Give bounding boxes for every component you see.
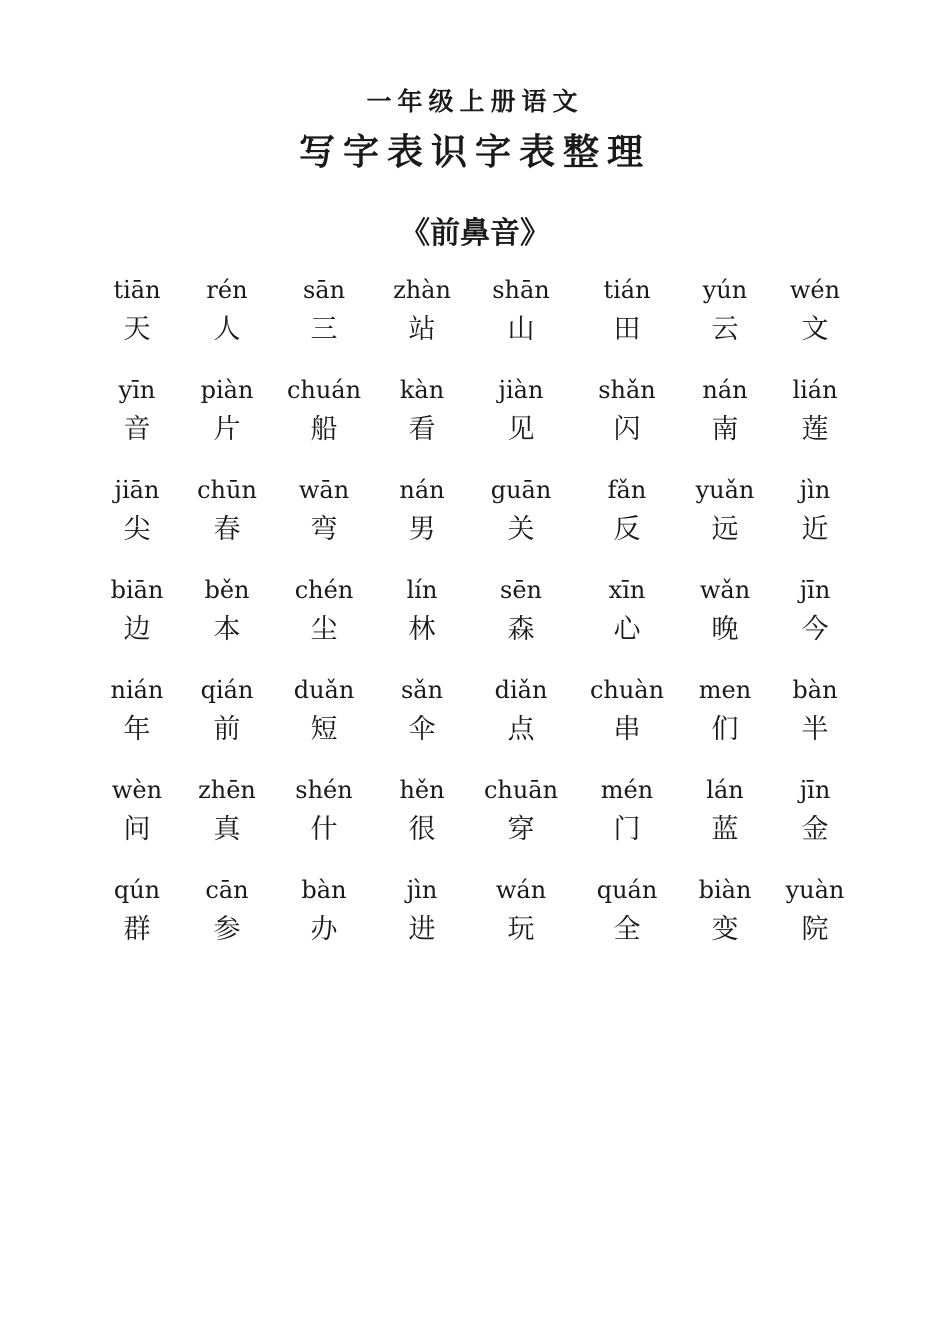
- hanzi-character: 办: [310, 914, 338, 945]
- character-cell: [471, 872, 571, 952]
- hanzi-character: 心: [613, 614, 641, 645]
- character-row: [0, 672, 950, 772]
- hanzi-character: 群: [123, 914, 151, 945]
- character-cell: [177, 372, 277, 452]
- hanzi-character: 云: [711, 314, 739, 345]
- character-cell: [577, 672, 677, 752]
- section-heading: 《前鼻音》: [400, 216, 550, 251]
- pinyin-label: chūn: [197, 476, 257, 504]
- pinyin-label: quán: [596, 876, 658, 904]
- hanzi-character: 院: [801, 914, 829, 945]
- pinyin-label: nán: [399, 476, 445, 504]
- pinyin-label: jīn: [799, 776, 831, 804]
- character-cell: [577, 872, 677, 952]
- pinyin-label: biān: [110, 576, 164, 604]
- character-cell: [274, 872, 374, 952]
- character-cell: [675, 872, 775, 952]
- pinyin-label: bàn: [792, 676, 838, 704]
- character-cell: [675, 272, 775, 352]
- pinyin-label: jiān: [114, 476, 160, 504]
- hanzi-character: 边: [123, 614, 151, 645]
- character-cell: [87, 772, 187, 852]
- pinyin-label: wǎn: [699, 576, 751, 604]
- hanzi-character: 森: [507, 614, 535, 645]
- hanzi-character: 见: [507, 414, 535, 445]
- character-cell: [177, 572, 277, 652]
- character-cell: [577, 472, 677, 552]
- pinyin-label: mén: [600, 776, 654, 804]
- character-cell: [177, 872, 277, 952]
- hanzi-character: 春: [213, 514, 241, 545]
- pinyin-label: rén: [206, 276, 248, 304]
- hanzi-character: 什: [310, 814, 338, 845]
- character-cell: [471, 672, 571, 752]
- hanzi-character: 进: [408, 914, 436, 945]
- pinyin-label: chuān: [483, 776, 559, 804]
- character-cell: [471, 372, 571, 452]
- hanzi-character: 片: [213, 414, 241, 445]
- character-cell: [177, 772, 277, 852]
- character-cell: [675, 472, 775, 552]
- pinyin-label: wén: [789, 276, 841, 304]
- hanzi-character: 音: [123, 414, 151, 445]
- hanzi-character: 串: [613, 714, 641, 745]
- pinyin-label: lín: [406, 576, 438, 604]
- character-cell: [471, 472, 571, 552]
- pinyin-label: cān: [205, 876, 249, 904]
- character-cell: [274, 572, 374, 652]
- character-cell: [87, 272, 187, 352]
- character-cell: [372, 572, 472, 652]
- character-row: [0, 872, 950, 972]
- pinyin-label: chuàn: [589, 676, 665, 704]
- pinyin-label: shén: [295, 776, 353, 804]
- hanzi-character: 看: [408, 414, 436, 445]
- character-grid: [0, 272, 950, 972]
- character-cell: [675, 772, 775, 852]
- character-cell: [675, 372, 775, 452]
- pinyin-label: biàn: [698, 876, 752, 904]
- hanzi-character: 变: [711, 914, 739, 945]
- hanzi-character: 男: [408, 514, 436, 545]
- character-cell: [372, 272, 472, 352]
- pinyin-label: jìn: [799, 476, 831, 504]
- character-cell: [177, 272, 277, 352]
- hanzi-character: 前: [213, 714, 241, 745]
- hanzi-character: 人: [213, 314, 241, 345]
- pinyin-label: yīn: [118, 376, 156, 404]
- hanzi-character: 半: [801, 714, 829, 745]
- character-row: [0, 772, 950, 872]
- hanzi-character: 伞: [408, 714, 436, 745]
- pinyin-label: fǎn: [607, 476, 647, 504]
- hanzi-character: 点: [507, 714, 535, 745]
- character-row: [0, 372, 950, 472]
- hanzi-character: 全: [613, 914, 641, 945]
- pinyin-label: diǎn: [494, 676, 548, 704]
- hanzi-character: 本: [213, 614, 241, 645]
- character-cell: [765, 572, 865, 652]
- hanzi-character: 弯: [310, 514, 338, 545]
- character-cell: [274, 472, 374, 552]
- hanzi-character: 玩: [507, 914, 535, 945]
- pinyin-label: yuǎn: [695, 476, 755, 504]
- hanzi-character: 晚: [711, 614, 739, 645]
- pinyin-label: guān: [490, 476, 552, 504]
- character-cell: [765, 472, 865, 552]
- hanzi-character: 很: [408, 814, 436, 845]
- hanzi-character: 莲: [801, 414, 829, 445]
- pinyin-label: qún: [113, 876, 161, 904]
- character-cell: [177, 472, 277, 552]
- character-row: [0, 572, 950, 672]
- character-cell: [87, 472, 187, 552]
- pinyin-label: sēn: [500, 576, 542, 604]
- character-cell: [471, 272, 571, 352]
- character-cell: [765, 872, 865, 952]
- hanzi-character: 真: [213, 814, 241, 845]
- hanzi-character: 金: [801, 814, 829, 845]
- hanzi-character: 天: [123, 314, 151, 345]
- pinyin-label: piàn: [200, 376, 254, 404]
- pinyin-label: xīn: [608, 576, 646, 604]
- character-cell: [577, 372, 677, 452]
- pinyin-label: zhàn: [393, 276, 451, 304]
- hanzi-character: 远: [711, 514, 739, 545]
- character-cell: [675, 672, 775, 752]
- character-cell: [765, 272, 865, 352]
- hanzi-character: 文: [801, 314, 829, 345]
- character-cell: [274, 372, 374, 452]
- hanzi-character: 蓝: [711, 814, 739, 845]
- character-cell: [274, 272, 374, 352]
- hanzi-character: 闪: [613, 414, 641, 445]
- character-cell: [372, 772, 472, 852]
- pinyin-label: jīn: [799, 576, 831, 604]
- hanzi-character: 参: [213, 914, 241, 945]
- character-cell: [372, 672, 472, 752]
- hanzi-character: 三: [310, 314, 338, 345]
- pinyin-label: lián: [792, 376, 838, 404]
- hanzi-character: 们: [711, 714, 739, 745]
- pinyin-label: wān: [298, 476, 350, 504]
- hanzi-character: 年: [123, 714, 151, 745]
- pinyin-label: zhēn: [198, 776, 256, 804]
- pinyin-label: lán: [706, 776, 744, 804]
- pinyin-label: tiān: [113, 276, 161, 304]
- character-cell: [274, 772, 374, 852]
- character-cell: [87, 372, 187, 452]
- hanzi-character: 反: [613, 514, 641, 545]
- character-cell: [372, 872, 472, 952]
- pinyin-label: duǎn: [293, 676, 355, 704]
- character-cell: [471, 572, 571, 652]
- pinyin-label: jìn: [406, 876, 438, 904]
- character-cell: [577, 272, 677, 352]
- hanzi-character: 田: [613, 314, 641, 345]
- hanzi-character: 船: [310, 414, 338, 445]
- pinyin-label: chuán: [286, 376, 362, 404]
- hanzi-character: 穿: [507, 814, 535, 845]
- pinyin-label: shān: [492, 276, 550, 304]
- character-row: [0, 272, 950, 372]
- pinyin-label: tián: [603, 276, 651, 304]
- hanzi-character: 尖: [123, 514, 151, 545]
- document-subtitle: 一年级上册语文: [366, 87, 584, 116]
- pinyin-label: yuàn: [785, 876, 845, 904]
- character-cell: [471, 772, 571, 852]
- document-title: 写字表识字表整理: [298, 131, 651, 173]
- pinyin-label: jiàn: [498, 376, 544, 404]
- character-cell: [274, 672, 374, 752]
- character-cell: [87, 572, 187, 652]
- hanzi-character: 关: [507, 514, 535, 545]
- pinyin-label: nián: [110, 676, 164, 704]
- hanzi-character: 站: [408, 314, 436, 345]
- character-cell: [577, 772, 677, 852]
- character-cell: [765, 372, 865, 452]
- pinyin-label: men: [698, 676, 752, 704]
- pinyin-label: hěn: [399, 776, 445, 804]
- character-cell: [577, 572, 677, 652]
- pinyin-label: běn: [204, 576, 250, 604]
- pinyin-label: shǎn: [598, 376, 656, 404]
- hanzi-character: 今: [801, 614, 829, 645]
- hanzi-character: 山: [507, 314, 535, 345]
- character-cell: [765, 772, 865, 852]
- character-cell: [87, 872, 187, 952]
- pinyin-label: kàn: [399, 376, 445, 404]
- pinyin-label: qián: [200, 676, 254, 704]
- pinyin-label: yún: [702, 276, 748, 304]
- hanzi-character: 林: [408, 614, 436, 645]
- hanzi-character: 门: [613, 814, 641, 845]
- character-row: [0, 472, 950, 572]
- hanzi-character: 问: [123, 814, 151, 845]
- hanzi-character: 近: [801, 514, 829, 545]
- character-cell: [177, 672, 277, 752]
- pinyin-label: bàn: [301, 876, 347, 904]
- hanzi-character: 短: [310, 714, 338, 745]
- hanzi-character: 尘: [310, 614, 338, 645]
- pinyin-label: nán: [702, 376, 748, 404]
- character-cell: [765, 672, 865, 752]
- pinyin-label: wèn: [111, 776, 163, 804]
- pinyin-label: sǎn: [400, 676, 444, 704]
- character-cell: [372, 472, 472, 552]
- character-cell: [372, 372, 472, 452]
- character-cell: [675, 572, 775, 652]
- hanzi-character: 南: [711, 414, 739, 445]
- character-cell: [87, 672, 187, 752]
- pinyin-label: wán: [495, 876, 547, 904]
- pinyin-label: chén: [294, 576, 354, 604]
- pinyin-label: sān: [302, 276, 346, 304]
